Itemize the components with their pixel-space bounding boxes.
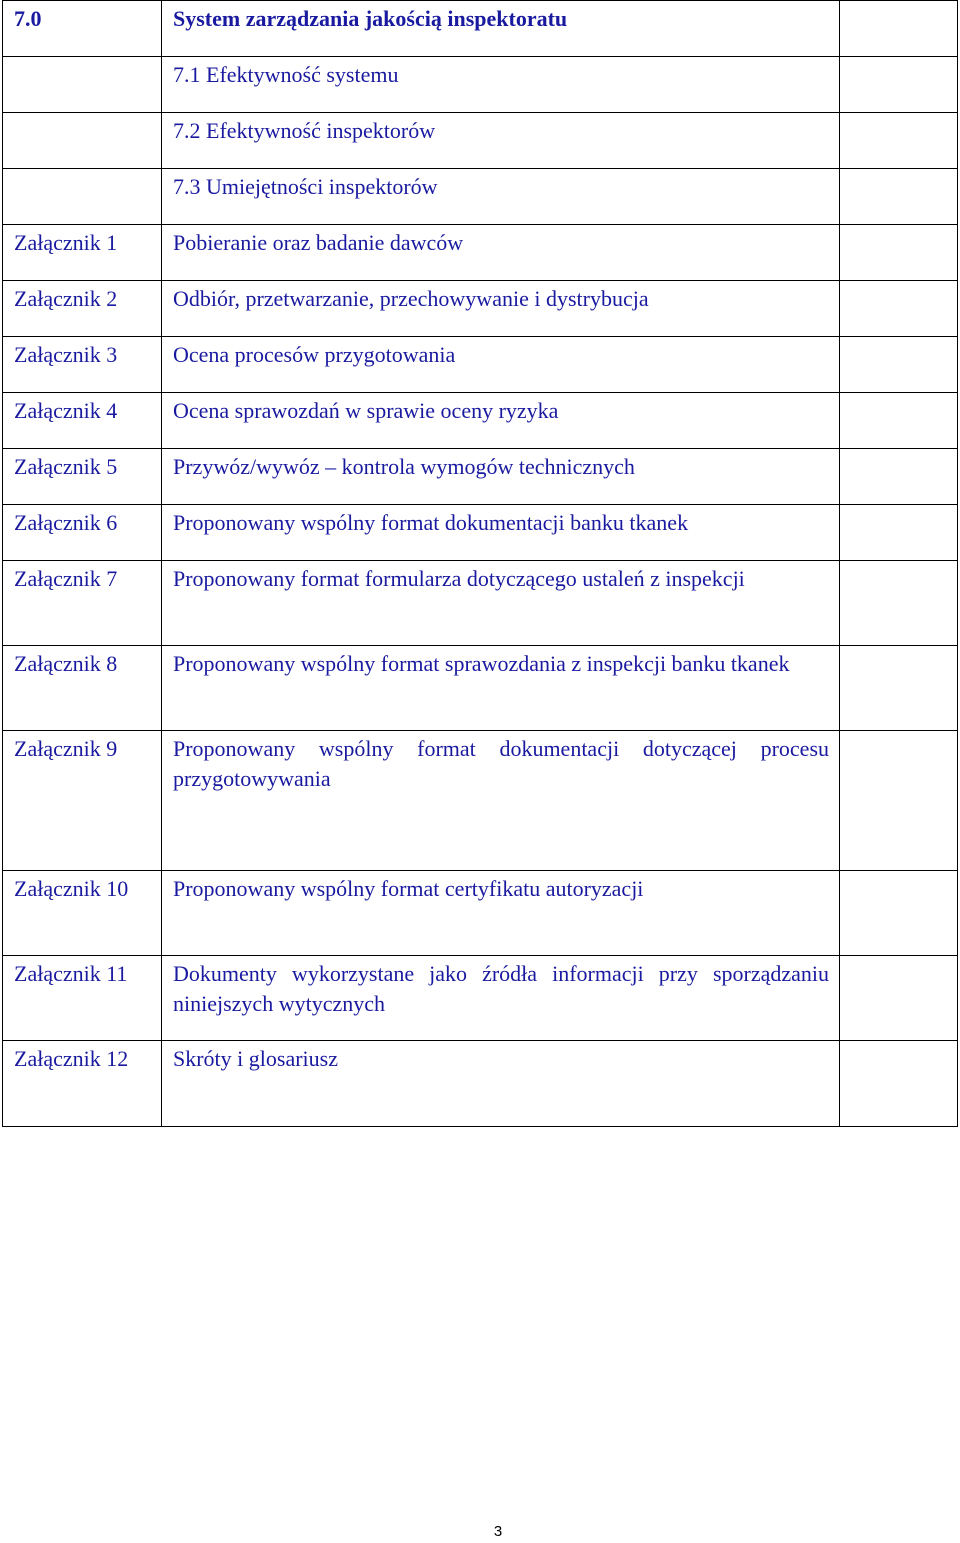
subsection-title: 7.1 Efektywność systemu — [162, 57, 840, 113]
page-cell — [840, 57, 958, 113]
page-cell — [840, 169, 958, 225]
section-number: 7.0 — [3, 1, 162, 57]
toc-row — [3, 225, 958, 281]
annex-number: Załącznik 6 — [3, 505, 162, 561]
annex-title: Ocena sprawozdań w sprawie oceny ryzyka — [162, 393, 840, 449]
toc-row — [3, 281, 958, 337]
toc-row — [3, 871, 958, 956]
subsection-title: 7.2 Efektywność inspektorów — [162, 113, 840, 169]
annex-title: Ocena procesów przygotowania — [162, 337, 840, 393]
toc-row — [3, 1041, 958, 1127]
annex-number: Załącznik 9 — [3, 731, 162, 871]
section-title: System zarządzania jakością inspektoratu — [162, 1, 840, 57]
page-cell — [840, 393, 958, 449]
section-number — [3, 113, 162, 169]
toc-row — [3, 561, 958, 646]
annex-number: Załącznik 11 — [3, 956, 162, 1041]
annex-title: Proponowany wspólny format dokumentacji banku tkanek — [162, 505, 840, 561]
page-cell — [840, 956, 958, 1041]
annex-title: Odbiór, przetwarzanie, przechowywanie i dystrybucja — [162, 281, 840, 337]
page-cell — [840, 731, 958, 871]
annex-title: Skróty i glosariusz — [162, 1041, 840, 1127]
annex-title: Dokumenty wykorzystane jako źródła informacji przy sporządzaniu niniejszych wytycznych — [162, 956, 840, 1041]
annex-title: Proponowany wspólny format dokumentacji dotyczącej procesu przygotowywania — [162, 731, 840, 871]
annex-title: Proponowany format formularza dotyczącego ustaleń z inspekcji — [162, 561, 840, 646]
section-number — [3, 169, 162, 225]
toc-row — [3, 393, 958, 449]
subsection-title: 7.3 Umiejętności inspektorów — [162, 169, 840, 225]
page-cell — [840, 871, 958, 956]
annex-number: Załącznik 5 — [3, 449, 162, 505]
toc-row — [3, 505, 958, 561]
table-of-contents — [2, 0, 958, 1127]
annex-number: Załącznik 7 — [3, 561, 162, 646]
annex-title: Przywóz/wywóz – kontrola wymogów technicznych — [162, 449, 840, 505]
annex-title: Proponowany wspólny format sprawozdania z inspekcji banku tkanek — [162, 646, 840, 731]
toc-row — [3, 337, 958, 393]
annex-number: Załącznik 2 — [3, 281, 162, 337]
toc-row — [3, 731, 958, 871]
annex-number: Załącznik 3 — [3, 337, 162, 393]
section-number — [3, 57, 162, 113]
annex-number: Załącznik 1 — [3, 225, 162, 281]
toc-row — [3, 956, 958, 1041]
toc-row — [3, 169, 958, 225]
page-cell — [840, 505, 958, 561]
page-cell — [840, 1041, 958, 1127]
toc-row — [3, 113, 958, 169]
annex-number: Załącznik 8 — [3, 646, 162, 731]
page-cell — [840, 225, 958, 281]
annex-number: Załącznik 4 — [3, 393, 162, 449]
page-number: 3 — [493, 1523, 503, 1540]
toc-row — [3, 1, 958, 57]
annex-number: Załącznik 10 — [3, 871, 162, 956]
toc-row — [3, 646, 958, 731]
page-cell — [840, 113, 958, 169]
annex-number: Załącznik 12 — [3, 1041, 162, 1127]
annex-title: Proponowany wspólny format certyfikatu autoryzacji — [162, 871, 840, 956]
page-cell — [840, 646, 958, 731]
page-cell — [840, 561, 958, 646]
annex-title: Pobieranie oraz badanie dawców — [162, 225, 840, 281]
page-cell — [840, 337, 958, 393]
toc-row — [3, 57, 958, 113]
page-cell — [840, 1, 958, 57]
toc-row — [3, 449, 958, 505]
page-cell — [840, 281, 958, 337]
page-cell — [840, 449, 958, 505]
